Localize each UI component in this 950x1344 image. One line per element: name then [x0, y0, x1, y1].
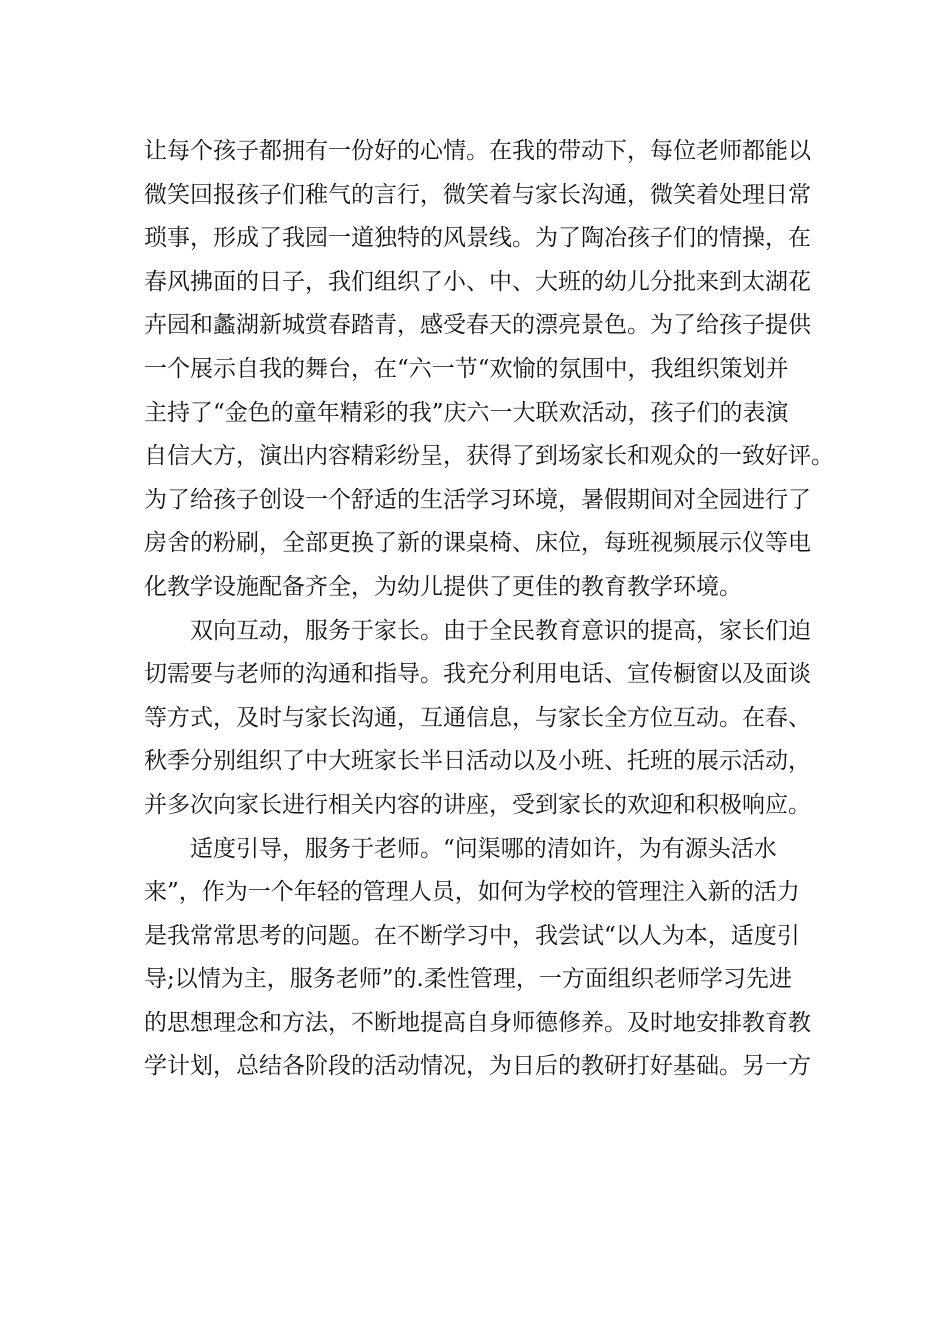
document-body — [144, 130, 834, 1089]
paragraph-start-line: 双向互动，服务于家长。由于全民教育意识的提高，家长们迫 — [190, 617, 811, 644]
text-line: 房舍的粉刷，全部更换了新的课桌椅、床位，每班视频展示仪等电 — [144, 530, 811, 557]
text-line: 为了给孩子创设一个舒适的生活学习环境，暑假期间对全园进行了 — [144, 486, 811, 513]
text-line: 主持了“金色的童年精彩的我”庆六一大联欢活动，孩子们的表演 — [144, 399, 789, 426]
text-line: 秋季分别组织了中大班家长半日活动以及小班、托班的展示活动， — [144, 748, 811, 775]
paragraph-start-line: 适度引导，服务于老师。“问渠哪的清如许，为有源头活水 — [190, 835, 777, 862]
text-line: 让每个孩子都拥有一份好的心情。在我的带动下，每位老师都能以 — [144, 138, 811, 164]
text-line: 自信大方，演出内容精彩纷呈，获得了到场家长和观众的一致好评。 — [144, 443, 834, 470]
text-line: 化教学设施配备齐全，为幼儿提供了更佳的教育教学环境。 — [144, 573, 742, 600]
text-line: 是我常常思考的问题。在不断学习中，我尝试“以人为本，适度引 — [144, 922, 800, 949]
text-line: 微笑回报孩子们稚气的言行，微笑着与家长沟通，微笑着处理日常 — [144, 181, 811, 208]
text-line: 的思想理念和方法，不断地提高自身师德修养。及时地安排教育教 — [144, 1009, 811, 1036]
text-line: 春风拂面的日子，我们组织了小、中、大班的幼儿分批来到太湖花 — [144, 268, 811, 295]
text-line: 等方式，及时与家长沟通，互通信息，与家长全方位互动。在春、 — [144, 704, 811, 731]
text-line: 切需要与老师的沟通和指导。我充分利用电话、宣传橱窗以及面谈 — [144, 661, 811, 688]
text-line: 并多次向家长进行相关内容的讲座，受到家长的欢迎和积极响应。 — [144, 791, 811, 818]
text-line: 来”，作为一个年轻的管理人员，如何为学校的管理注入新的活力 — [144, 879, 800, 906]
text-line: 导;以情为主，服务老师”的.柔性管理，一方面组织老师学习先进 — [144, 966, 792, 993]
text-line: 学计划，总结各阶段的活动情况，为日后的教研打好基础。另一方 — [144, 1053, 811, 1080]
text-line: 卉园和蠡湖新城赏春踏青，感受春天的漂亮景色。为了给孩子提供 — [144, 312, 811, 339]
text-line: 一个展示自我的舞台，在“六一节“欢愉的氛围中，我组织策划并 — [144, 355, 789, 382]
text-line: 琐事，形成了我园一道独特的风景线。为了陶冶孩子们的情操，在 — [144, 225, 811, 252]
